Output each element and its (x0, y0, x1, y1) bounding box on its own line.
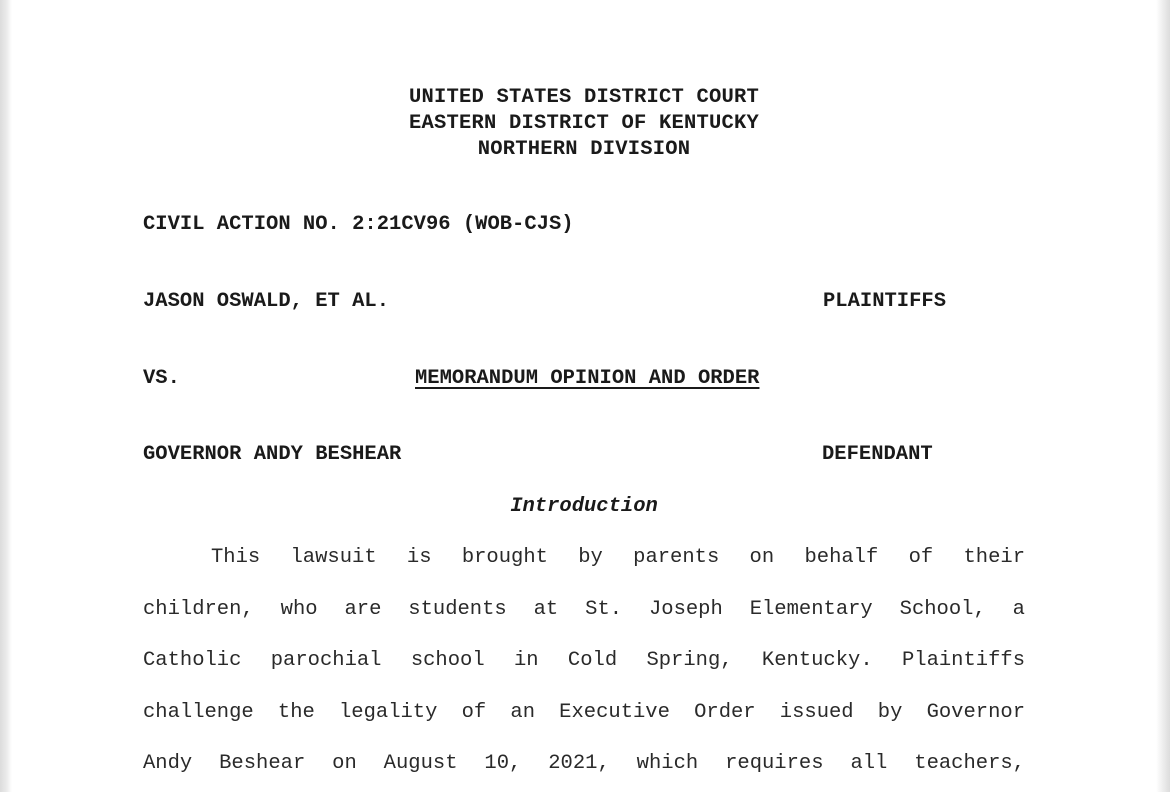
court-caption (12, 85, 1156, 163)
plaintiff-role: PLAINTIFFS (823, 290, 947, 313)
plaintiff-name: JASON OSWALD, ET AL. (143, 290, 390, 313)
defendant-name: GOVERNOR ANDY BESHEAR (143, 443, 402, 466)
body-line: Andy Beshear on August 10, 2021, which requires all teachers, (143, 752, 1025, 775)
court-district: EASTERN DISTRICT OF KENTUCKY (408, 112, 760, 135)
body-line: challenge the legality of an Executive Order issued by Governor (143, 700, 1025, 724)
case-number: CIVIL ACTION NO. 2:21CV96 (WOB-CJS) (143, 213, 574, 236)
court-division: NORTHERN DIVISION (477, 138, 691, 161)
section-heading: Introduction (510, 495, 658, 518)
body-line: Catholic parochial school in Cold Spring, Kentucky. Plaintiffs (143, 649, 1025, 672)
court-name: UNITED STATES DISTRICT COURT (408, 86, 760, 109)
defendant-role: DEFENDANT (822, 443, 933, 466)
body-paragraph (143, 532, 1025, 790)
body-line: This lawsuit is brought by parents on behalf of their (211, 546, 1025, 569)
document-title: MEMORANDUM OPINION AND ORDER (415, 367, 760, 390)
body-line: children, who are students at St. Joseph Elementary School, a (143, 597, 1025, 621)
versus-label: VS. (143, 367, 180, 390)
document-page (12, 0, 1156, 792)
